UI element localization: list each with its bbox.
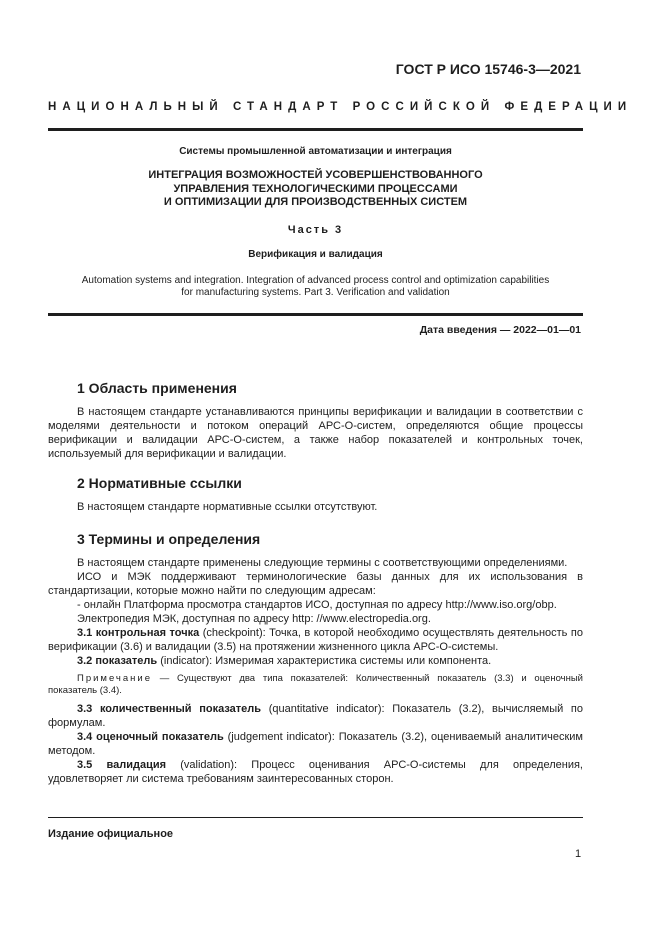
subtitle: Верификация и валидация (248, 249, 383, 260)
term-3-1 (48, 626, 583, 654)
link-iso: - онлайн Платформа просмотра стандартов ИСО, доступная по адресу http://www.iso.org/obp. (77, 599, 557, 611)
paragraph: В настоящем стандарте применены следующие термины с соответствующими определениями. (77, 557, 568, 569)
introduction-date: Дата введения — 2022—01—01 (419, 324, 581, 336)
term-label: 3.2 показатель (77, 655, 158, 667)
section-3-heading: 3 Термины и определения (77, 531, 261, 547)
term-definition: (judgement indicator): Показатель (3.2), оцениваемый аналитическим методом. (48, 731, 583, 757)
part-label: Часть 3 (287, 224, 344, 236)
term-label: 3.1 контрольная точка (77, 627, 200, 639)
paragraph: ИСО и МЭК поддерживают терминологические базы данных для их использования в стандартизации, которые можно найти по следующим адресам: (48, 571, 583, 597)
term-3-2 (48, 654, 583, 668)
note-label: Примечание (77, 673, 152, 684)
section-3-body (48, 556, 583, 786)
main-title-line: И ОПТИМИЗАЦИИ ДЛЯ ПРОИЗВОДСТВЕННЫХ СИСТЕМ (163, 196, 468, 208)
note (48, 673, 583, 697)
national-standard-label: НАЦИОНАЛЬНЫЙ СТАНДАРТ РОССИЙСКОЙ ФЕДЕРАЦИИ (48, 101, 633, 113)
english-title-line: Automation systems and integration. Integration of advanced process control and optimization capabilities (81, 275, 550, 286)
page-number: 1 (575, 848, 582, 860)
english-title (48, 275, 583, 300)
term-3-3 (48, 702, 583, 730)
main-title-line: ИНТЕГРАЦИЯ ВОЗМОЖНОСТЕЙ УСОВЕРШЕНСТВОВАННОГО (148, 169, 483, 181)
paragraph: В настоящем стандарте нормативные ссылки отсутствуют. (77, 501, 378, 513)
series-title: Системы промышленной автоматизации и интеграция (179, 146, 452, 157)
term-definition: (checkpoint): Точка, в которой необходимо осуществлять деятельность по верификации (3.6) и валидации (3.5) на протяжении жизненного цикла АРС-О-системы. (48, 627, 583, 653)
official-edition-label: Издание официальное (48, 828, 174, 840)
section-2-heading: 2 Нормативные ссылки (77, 475, 242, 491)
term-3-4 (48, 730, 583, 758)
english-title-line: for manufacturing systems. Part 3. Verification and validation (181, 287, 450, 299)
main-title-line: УПРАВЛЕНИЯ ТЕХНОЛОГИЧЕСКИМИ ПРОЦЕССАМИ (173, 182, 458, 195)
section-1-body (48, 405, 583, 461)
term-definition: (indicator): Измеримая характеристика системы или компонента. (157, 655, 492, 667)
term-definition: (quantitative indicator): Показатель (3.2), вычисляемый по формулам. (48, 703, 583, 729)
note-text: — Существуют два типа показателей: Количественный показатель (3.3) и оценочный показатель (3.4). (48, 673, 583, 696)
term-label: 3.4 оценочный показатель (77, 731, 224, 743)
section-1-heading: 1 Область применения (77, 380, 237, 396)
title-rule (48, 313, 583, 316)
footer-rule (48, 817, 583, 818)
term-3-5 (48, 758, 583, 786)
main-title (48, 169, 583, 210)
link-iec: Электропедия МЭК, доступная по адресу http: //www.electropedia.org. (77, 613, 431, 625)
top-rule (48, 128, 583, 131)
term-label: 3.5 валидация (77, 759, 167, 771)
term-definition: (validation): Процесс оценивания АРС-О-системы для определения, удовлетворяет ли система требованиям заинтересованных сторон. (48, 759, 583, 785)
document-number: ГОСТ Р ИСО 15746-3—2021 (395, 61, 581, 77)
term-label: 3.3 количественный показатель (77, 703, 262, 715)
section-2-body (48, 500, 583, 514)
paragraph: В настоящем стандарте устанавливаются принципы верификации и валидации в соответствии с моделями деятельности и потоком операций АРС-О-систем, определяются общие процессы верификации и валидации АРС-О-систем, а также набор показателей и контрольных точек, используемый для верификации и валидации. (48, 406, 583, 460)
